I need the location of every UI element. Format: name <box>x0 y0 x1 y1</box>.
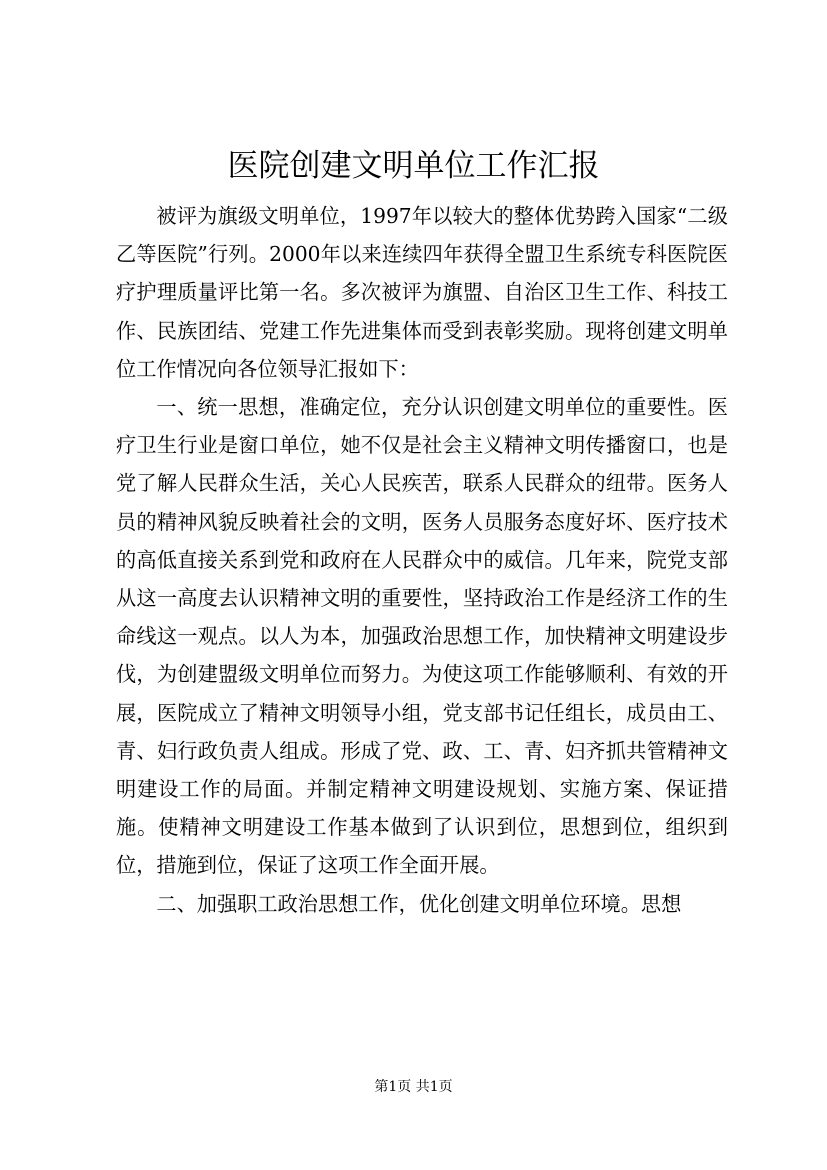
paragraph-section-2: 二、加强职工政治思想工作，优化创建文明单位环境。思想 <box>156 891 682 916</box>
document-title: 医院创建文明单位工作汇报 <box>227 148 600 184</box>
document-body <box>116 197 728 923</box>
paragraph-section-1: 一、统一思想，准确定位，充分认识创建文明单位的重要性。医疗卫生行业是窗口单位，她不仅是社会主义精神文明传播窗口，也是党了解人民群众生活，关心人民疾苦，联系人民群众的纽带。医务人员的精神风貌反映着社会的文明，医务人员服务态度好坏、医疗技术的高低直接关系到党和政府在人民群众中的威信。几年来，院党支部从这一高度去认识精神文明的重要性，坚持政治工作是经济工作的生命线这一观点。以人为本，加强政治思想工作，加快精神文明建设步伐，为创建盟级文明单位而努力。为使这项工作能够顺利、有效的开展，医院成立了精神文明领导小组，党支部书记任组长，成员由工、青、妇行政负责人组成。形成了党、政、工、青、妇齐抓共管精神文明建设工作的局面。并制定精神文明建设规划、实施方案、保证措施。使精神文明建设工作基本做到了认识到位，思想到位，组织到位，措施到位，保证了这项工作全面开展。 <box>116 395 728 878</box>
paragraph-intro: 被评为旗级文明单位，1997年以较大的整体优势跨入国家“二级乙等医院”行列。2000年以来连续四年获得全盟卫生系统专科医院医疗护理质量评比第一名。多次被评为旗盟、自治区卫生工作、科技工作、民族团结、党建工作先进集体而受到表彰奖励。现将创建文明单位工作情况向各位领导汇报如下： <box>116 204 728 381</box>
page-footer: 第1页 共1页 <box>374 1079 453 1095</box>
